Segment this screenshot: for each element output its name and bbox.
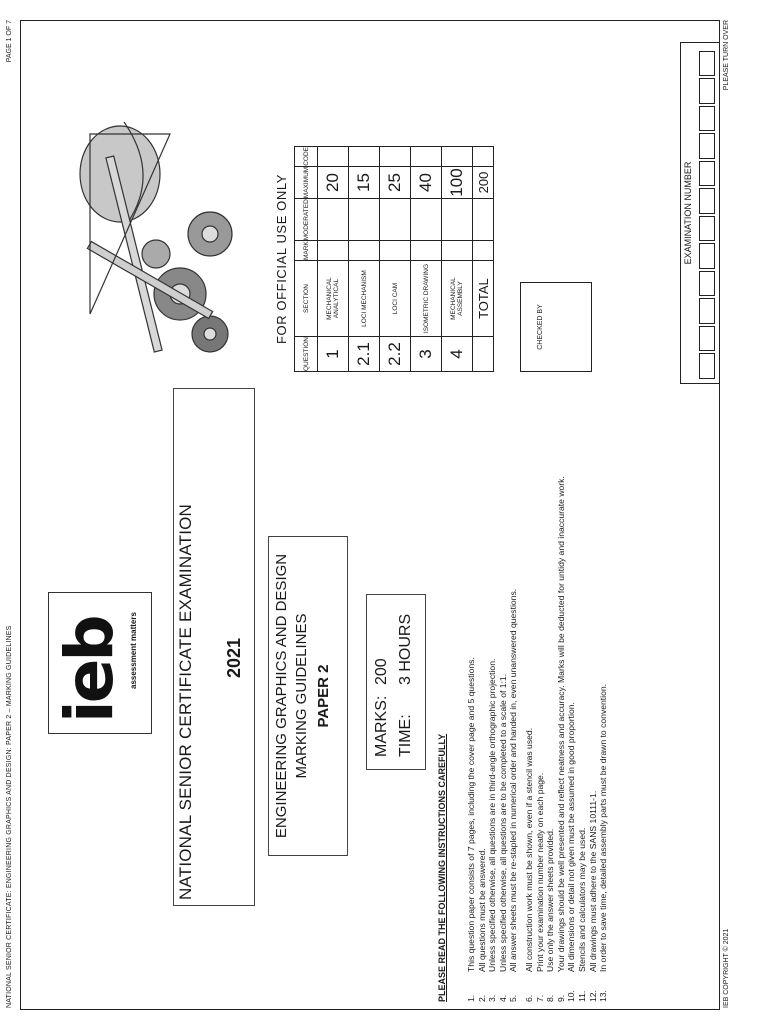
instruction-item: 12. All drawings must adhere to the SANS 10111-1. bbox=[587, 790, 598, 1002]
marks-label: MARKS: bbox=[373, 695, 390, 757]
table-total-row bbox=[473, 147, 494, 372]
copyright: IEB COPYRIGHT © 2021 bbox=[723, 928, 730, 1008]
instruction-item: 4. Unless specified otherwise, all questions are to be completed to a scale of 1:1. bbox=[497, 673, 508, 1002]
col-section: SECTION bbox=[295, 261, 318, 337]
instruction-item: 5. All answer sheets must be re-stapled in numerical order and handed in, even unanswered questions. bbox=[508, 588, 519, 1002]
instruction-item: 8. Use only the answer sheets provided. bbox=[545, 828, 556, 1002]
logo-tagline: assessment matters bbox=[129, 612, 138, 689]
page-number: PAGE 1 OF 7 bbox=[6, 20, 13, 63]
col-moderated: MODERATED bbox=[295, 199, 318, 241]
subject-box bbox=[268, 536, 348, 856]
total-label: TOTAL bbox=[473, 261, 494, 337]
instruction-item: 1. This question paper consists of 7 pages, including the cover page and 5 questions. bbox=[466, 657, 476, 1002]
exam-year: 2021 bbox=[224, 637, 244, 678]
instructions-heading: PLEASE READ THE FOLLOWING INSTRUCTIONS CAREFULLY bbox=[437, 733, 447, 1002]
col-question: QUESTION bbox=[295, 337, 318, 372]
col-mark: MARK bbox=[295, 241, 318, 261]
exam-title: NATIONAL SENIOR CERTIFICATE EXAMINATION bbox=[176, 503, 195, 900]
ieb-logo bbox=[48, 592, 152, 734]
page-header: NATIONAL SENIOR CERTIFICATE: ENGINEERING GRAPHICS AND DESIGN: PAPER 2 – MARKING GUIDELINES bbox=[6, 625, 13, 1008]
table-row: 1 MECHANICAL ANALYTICAL 20 bbox=[318, 147, 349, 372]
instructions-list bbox=[466, 462, 609, 1002]
logo-text: ieb bbox=[51, 617, 128, 723]
instruction-item: 9. Your drawings should be well presented and reflect neatness and accuracy. Marks will be deducted for untidy and inaccurate work. bbox=[555, 476, 566, 1002]
official-use-heading: FOR OFFICIAL USE ONLY bbox=[274, 173, 289, 345]
col-code: CODE bbox=[295, 147, 318, 167]
examination-number-field[interactable] bbox=[699, 49, 715, 379]
subject-line-1: ENGINEERING GRAPHICS AND DESIGN bbox=[273, 553, 290, 839]
instruction-item: 10. All dimensions or detail not given must be assumed in good proportion. bbox=[566, 702, 577, 1002]
instruction-item: 13. In order to save time, detailed assembly parts must be drawn to convention. bbox=[598, 683, 609, 1002]
paper-number: PAPER 2 bbox=[315, 664, 332, 728]
instruction-item: 7. Print your examination number neatly on each page. bbox=[534, 772, 545, 1002]
table-row: 3 ISOMETRIC DRAWING 40 bbox=[411, 147, 442, 372]
table-row: 2.1 LOCI MECHANISM 15 bbox=[349, 147, 380, 372]
instruction-item: 3. Unless specified otherwise, all questions are in third-angle orthographic projection. bbox=[487, 658, 498, 1002]
instruction-item: 11. Stencils and calculators may be used. bbox=[576, 827, 587, 1002]
total-maximum: 200 bbox=[473, 166, 494, 198]
table-row: 4 MECHANICAL ASSEMBLY 100 bbox=[442, 147, 473, 372]
checked-by-box[interactable]: CHECKED BY bbox=[520, 282, 592, 372]
table-row: 2.2 LOCI CAM 25 bbox=[380, 147, 411, 372]
instruction-item: 2. All questions must be answered. bbox=[476, 848, 487, 1002]
time-value: 3 HOURS bbox=[397, 613, 414, 685]
gears-helmet-illustration bbox=[60, 114, 260, 374]
marks-value: 200 bbox=[373, 658, 390, 685]
examination-number-label: EXAMINATION NUMBER bbox=[683, 161, 693, 265]
examination-number-box bbox=[680, 42, 720, 384]
official-use-table bbox=[294, 146, 494, 372]
instruction-item: 6. All construction work must be shown, even if a stencil was used. bbox=[523, 727, 534, 1002]
col-maximum: MAXIMUM bbox=[295, 166, 318, 198]
table-header-row bbox=[295, 147, 318, 372]
turn-over: PLEASE TURN OVER bbox=[723, 20, 730, 91]
subject-line-2: MARKING GUIDELINES bbox=[293, 613, 310, 779]
time-label: TIME: bbox=[397, 714, 414, 757]
marks-time-box bbox=[366, 594, 426, 770]
